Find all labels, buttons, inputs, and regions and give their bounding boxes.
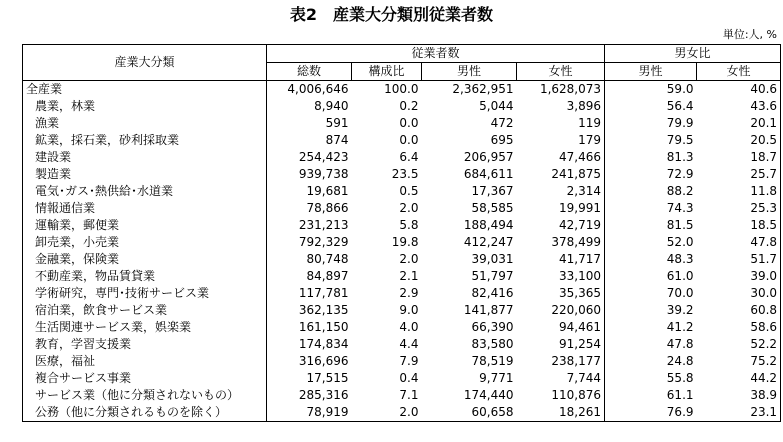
- industry-name: 運輸業，郵便業: [23, 217, 267, 234]
- cell-female-ratio: 18.5: [697, 217, 781, 234]
- cell-male: 206,957: [463, 150, 514, 164]
- cell-female-ratio: 75.2: [697, 353, 781, 370]
- cell-total: 362,135: [267, 302, 352, 319]
- cell-male-ratio: 81.3: [666, 150, 694, 164]
- cell-female-ratio: 43.6: [697, 98, 781, 115]
- cell-female-ratio: 30.0: [697, 285, 781, 302]
- industry-name: 学術研究，専門･技術サービス業: [23, 285, 267, 302]
- cell-share: 6.4: [399, 150, 419, 164]
- cell-female-ratio: 20.5: [697, 132, 781, 149]
- cell-female-ratio: 58.6: [697, 319, 781, 336]
- table-header: [23, 45, 781, 81]
- industry-name: 教育，学習支援業: [23, 336, 267, 353]
- cell-male: 17,367: [471, 184, 514, 198]
- cell-total: 117,781: [267, 285, 352, 302]
- cell-male-ratio: 72.9: [666, 167, 694, 181]
- cell-male-ratio: 88.2: [666, 184, 694, 198]
- table-row: [23, 132, 781, 149]
- cell-female-ratio: 18.7: [697, 149, 781, 166]
- cell-share: 2.0: [399, 201, 419, 215]
- page-title: 表2 産業大分類別従業者数: [289, 5, 494, 24]
- table-row: [23, 353, 781, 370]
- cell-male: 5,044: [479, 99, 514, 113]
- cell-female-ratio: 11.8: [697, 183, 781, 200]
- table-row: [23, 115, 781, 132]
- cell-total: 285,316: [267, 387, 352, 404]
- industry-name: 生活関連サービス業，娯楽業: [23, 319, 267, 336]
- employees-table: [22, 44, 781, 422]
- table-row: [23, 251, 781, 268]
- industry-name: 電気･ガス･熱供給･水道業: [23, 183, 267, 200]
- cell-male: 141,877: [463, 303, 514, 317]
- cell-female: 42,719: [517, 217, 605, 234]
- cell-female: 18,261: [517, 404, 605, 422]
- cell-total: 78,866: [267, 200, 352, 217]
- industry-name: 全産業: [23, 81, 267, 99]
- cell-total: 78,919: [267, 404, 352, 422]
- industry-name: 宿泊業，飲食サービス業: [23, 302, 267, 319]
- cell-female: 179: [517, 132, 605, 149]
- cell-male: 2,362,951: [422, 81, 517, 99]
- industry-name: 漁業: [23, 115, 267, 132]
- cell-female-ratio: 60.8: [697, 302, 781, 319]
- header-male: 男性: [422, 63, 517, 81]
- table-row: [23, 285, 781, 302]
- cell-female-ratio: 40.6: [697, 81, 781, 99]
- cell-male-ratio: 55.8: [666, 371, 694, 385]
- cell-female: 378,499: [517, 234, 605, 251]
- table-row: [23, 387, 781, 404]
- cell-share: 0.5: [399, 184, 419, 198]
- table-row: [23, 302, 781, 319]
- industry-name: サービス業（他に分類されないもの）: [23, 387, 267, 404]
- cell-share: 0.0: [399, 116, 419, 130]
- unit-label: 単位:人, %: [722, 28, 777, 41]
- cell-female-ratio: 25.3: [697, 200, 781, 217]
- cell-male: 39,031: [471, 252, 514, 266]
- cell-total: 174,834: [267, 336, 352, 353]
- cell-female-ratio: 20.1: [697, 115, 781, 132]
- cell-female: 110,876: [517, 387, 605, 404]
- cell-share: 0.0: [399, 133, 419, 147]
- industry-name: 卸売業，小売業: [23, 234, 267, 251]
- table-row: [23, 319, 781, 336]
- cell-total: 254,423: [267, 149, 352, 166]
- industry-name: 医療，福祉: [23, 353, 267, 370]
- cell-share: 5.8: [399, 218, 419, 232]
- cell-male-ratio: 79.5: [666, 133, 694, 147]
- cell-male-ratio: 56.4: [666, 99, 694, 113]
- cell-male-ratio: 52.0: [666, 235, 694, 249]
- header-category: 産業大分類: [23, 45, 267, 81]
- cell-male-ratio: 81.5: [666, 218, 694, 232]
- cell-female-ratio: 23.1: [697, 404, 781, 422]
- cell-male-ratio: 61.0: [666, 269, 694, 283]
- cell-male-ratio: 79.9: [666, 116, 694, 130]
- cell-female: 41,717: [517, 251, 605, 268]
- cell-share: 9.0: [399, 303, 419, 317]
- header-male-ratio: 男性: [605, 63, 697, 81]
- cell-total: 17,515: [267, 370, 352, 387]
- cell-male-ratio: 59.0: [605, 81, 697, 99]
- table-row: [23, 81, 781, 99]
- cell-male-ratio: 48.3: [666, 252, 694, 266]
- cell-total: 80,748: [267, 251, 352, 268]
- cell-female: 19,991: [517, 200, 605, 217]
- cell-female: 2,314: [517, 183, 605, 200]
- cell-female: 33,100: [517, 268, 605, 285]
- cell-male: 412,247: [463, 235, 514, 249]
- cell-male: 58,585: [471, 201, 514, 215]
- cell-female: 220,060: [517, 302, 605, 319]
- cell-male: 174,440: [463, 388, 514, 402]
- cell-female: 47,466: [517, 149, 605, 166]
- cell-share: 0.4: [399, 371, 419, 385]
- cell-female-ratio: 38.9: [697, 387, 781, 404]
- header-ratio-group: 男女比: [605, 45, 781, 63]
- cell-share: 7.9: [399, 354, 419, 368]
- cell-male: 188,494: [463, 218, 514, 232]
- table-row: [23, 166, 781, 183]
- cell-female: 1,628,073: [517, 81, 605, 99]
- cell-male-ratio: 70.0: [666, 286, 694, 300]
- industry-name: 建設業: [23, 149, 267, 166]
- industry-name: 複合サービス事業: [23, 370, 267, 387]
- cell-total: 231,213: [267, 217, 352, 234]
- industry-name: 鉱業，採石業，砂利採取業: [23, 132, 267, 149]
- cell-male: 695: [490, 133, 514, 147]
- cell-male: 66,390: [471, 320, 514, 334]
- cell-total: 939,738: [267, 166, 352, 183]
- cell-share: 2.0: [399, 252, 419, 266]
- cell-share: 2.9: [399, 286, 419, 300]
- cell-total: 19,681: [267, 183, 352, 200]
- table-row: [23, 183, 781, 200]
- cell-female: 91,254: [517, 336, 605, 353]
- cell-male-ratio: 24.8: [666, 354, 694, 368]
- table-body: [23, 81, 781, 422]
- table-row: [23, 234, 781, 251]
- cell-total: 161,150: [267, 319, 352, 336]
- cell-male: 9,771: [479, 371, 514, 385]
- cell-male-ratio: 47.8: [666, 337, 694, 351]
- cell-female: 238,177: [517, 353, 605, 370]
- cell-male-ratio: 41.2: [666, 320, 694, 334]
- cell-female-ratio: 47.8: [697, 234, 781, 251]
- cell-female: 7,744: [517, 370, 605, 387]
- cell-male-ratio: 76.9: [605, 404, 697, 422]
- cell-female: 3,896: [517, 98, 605, 115]
- table-row: [23, 149, 781, 166]
- table-row: [23, 98, 781, 115]
- cell-share: 4.0: [399, 320, 419, 334]
- cell-share: 19.8: [391, 235, 419, 249]
- cell-female: 119: [517, 115, 605, 132]
- header-female-ratio: 女性: [697, 63, 781, 81]
- cell-male: 60,658: [422, 404, 517, 422]
- table-row: [23, 370, 781, 387]
- cell-share: 0.2: [399, 99, 419, 113]
- industry-name: 公務（他に分類されるものを除く）: [23, 404, 267, 422]
- cell-total: 591: [267, 115, 352, 132]
- table-row: [23, 217, 781, 234]
- cell-male-ratio: 39.2: [666, 303, 694, 317]
- cell-share: 7.1: [399, 388, 419, 402]
- cell-female-ratio: 52.2: [697, 336, 781, 353]
- table-row: [23, 268, 781, 285]
- cell-female-ratio: 39.0: [697, 268, 781, 285]
- cell-total: 8,940: [267, 98, 352, 115]
- cell-total: 316,696: [267, 353, 352, 370]
- cell-female: 241,875: [517, 166, 605, 183]
- industry-name: 製造業: [23, 166, 267, 183]
- industry-name: 情報通信業: [23, 200, 267, 217]
- cell-share: 2.1: [399, 269, 419, 283]
- cell-total: 4,006,646: [267, 81, 352, 99]
- header-total: 総数: [267, 63, 352, 81]
- cell-male-ratio: 74.3: [666, 201, 694, 215]
- cell-female-ratio: 44.2: [697, 370, 781, 387]
- cell-male: 83,580: [471, 337, 514, 351]
- industry-name: 農業，林業: [23, 98, 267, 115]
- cell-male-ratio: 61.1: [666, 388, 694, 402]
- cell-share: 100.0: [352, 81, 422, 99]
- cell-female-ratio: 51.7: [697, 251, 781, 268]
- cell-male: 82,416: [471, 286, 514, 300]
- header-share: 構成比: [352, 63, 422, 81]
- industry-name: 不動産業，物品賃貸業: [23, 268, 267, 285]
- cell-male: 472: [490, 116, 514, 130]
- cell-male: 684,611: [463, 167, 514, 181]
- cell-share: 23.5: [391, 167, 419, 181]
- cell-total: 792,329: [267, 234, 352, 251]
- cell-female: 94,461: [517, 319, 605, 336]
- cell-male: 51,797: [471, 269, 514, 283]
- cell-total: 84,897: [267, 268, 352, 285]
- cell-female: 35,365: [517, 285, 605, 302]
- table-row: [23, 404, 781, 422]
- header-employees-group: 従業者数: [267, 45, 605, 63]
- table-row: [23, 200, 781, 217]
- table-row: [23, 336, 781, 353]
- header-female: 女性: [517, 63, 605, 81]
- cell-female-ratio: 25.7: [697, 166, 781, 183]
- industry-name: 金融業，保険業: [23, 251, 267, 268]
- cell-male: 78,519: [471, 354, 514, 368]
- cell-total: 874: [267, 132, 352, 149]
- cell-share: 4.4: [399, 337, 419, 351]
- cell-share: 2.0: [352, 404, 422, 422]
